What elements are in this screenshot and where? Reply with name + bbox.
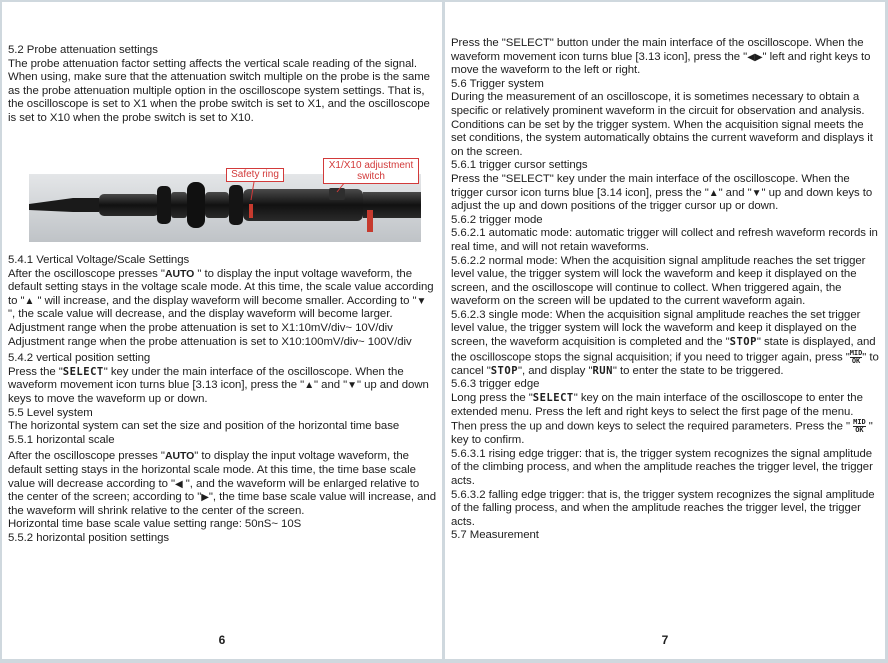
select-key-label: SELECT [62,365,104,378]
trigger-mode-heading: 5.6.2 trigger mode [451,213,543,226]
trigger-cursor-heading: 5.6.1 trigger cursor settings [451,159,588,172]
probe-attenuation-section [8,44,436,126]
down-arrow-icon: ▼ [347,380,357,392]
probe-photo [29,152,421,242]
page-number-right: 7 [661,633,669,647]
safety-ring-label: Safety ring [231,169,279,180]
auto-key-label: AUTO [164,450,195,463]
left-page [2,2,442,659]
trigger-system-heading: 5.6 Trigger system [451,77,544,90]
auto-key-label: AUTO [164,267,195,280]
page-number-left: 6 [218,633,226,647]
horizontal-position-heading: 5.5.2 horizontal position settings [8,531,170,544]
mid-ok-key-icon: $\frac{\text{MID}}{OK}$ [853,418,866,435]
mid-ok-key-icon: $\frac{\text{MID}}{OK}$ [849,348,863,365]
trigger-sections [451,37,879,543]
range-x10-text: Adjustment range when the probe attenuation is set to X10:100mV/div~ 100V/div [8,335,412,348]
intro-paragraph: The probe attenuation factor setting affects the vertical scale reading of the signal. When using, make sure that the attenuation switch multiple on the probe is the same as the probe attenuation multiple option in the oscilloscope system settings. That is, the oscilloscope is set to X1 when the probe switch is set to X1, and the oscilloscope is set to X10 when the probe switch is set to X10. [8,57,430,124]
trigger-edge-heading: 5.6.3 trigger edge [451,378,540,391]
right-arrow-icon: ▶ [754,51,763,63]
trigger-system-text: During the measurement of an oscilloscope, it is sometimes necessary to obtain a specific or relatively prominent waveform in the circuit for observation and analysis. Conditions can be set by the trigger system. When the acquisition signal meets the set conditions, the system automatically obtains the current waveform and displays it on the screen. [451,91,873,158]
single-mode-text: 5.6.2.3 single mode: When the acquisition signal amplitude reaches the set trigger level value, the trigger system will lock the waveform and keep it displayed on the screen, the waveform acquisition is completed and the "STOP" state is displayed, and the oscilloscope stops the signal acquisition; if you need to trigger again, press " $\frac{\text{MID}}{OK}$ " to cancel "STOP", and display "RUN" to enter the state to be triggered. [451,308,879,377]
measurement-heading: 5.7 Measurement [451,529,539,542]
stop-key-label: STOP [729,336,757,349]
horizontal-position-text: Press the "SELECT" button under the main interface of the oscilloscope. When the waveform movement icon turns blue [3.13 icon], press the "◀▶" left and right keys to move the waveform to the left or right. [451,37,871,77]
vertical-scale-heading: 5.4.1 Vertical Voltage/Scale Settings [8,254,190,266]
automatic-mode-text: 5.6.2.1 automatic mode: automatic trigger will collect and refresh waveform records in real time, and will not retain waveforms. [451,227,878,253]
switch-label-line1: X1/X10 adjustment [328,160,414,171]
horizontal-scale-heading: 5.5.1 horizontal scale [8,433,115,446]
level-system-heading: 5.5 Level system [8,406,93,419]
vertical-position-heading: 5.4.2 vertical position setting [8,352,151,365]
horizontal-scale-text: After the oscilloscope presses "AUTO" to display the input voltage waveform, the default setting stays in the horizontal scale mode. At this time, the time base scale value will decrease according to "◀ ", and the waveform will be enlarged relative to the center of the screen; according to "▶", the time base scale value will increase, and the waveform will shrink relative to the center of the screen. [8,450,436,517]
range-x1-text: Adjustment range when the probe attenuation is set to X1:10mV/div~ 10V/div [8,321,393,334]
horizontal-range-text: Horizontal time base scale value setting range: 50nS~ 10S [8,518,302,531]
vertical-position-text: Press the "SELECT" key under the main interface of the oscilloscope. When the waveform movement icon turns blue [3.13 icon], press the "▲" and "▼" up and down keys to move the waveform up or down. [8,365,429,405]
right-arrow-icon: ▶ [201,492,209,504]
rising-edge-text: 5.6.3.1 rising edge trigger: that is, the trigger system recognizes the signal amplitude of the climbing process, and when the amplitude reaches the trigger level, the trigger acts. [451,447,873,488]
switch-callout [323,158,419,184]
down-arrow-icon: ▼ [751,187,762,199]
up-arrow-icon: ▲ [304,380,315,392]
up-arrow-icon: ▲ [24,295,35,307]
run-key-label: RUN [592,364,613,377]
left-arrow-icon: ◀ [747,51,755,63]
right-page [445,2,885,659]
falling-edge-text: 5.6.3.2 falling edge trigger: that is, the trigger system recognizes the signal amplitude of the falling process, and when the amplitude reaches the trigger level, the trigger acts. [451,488,875,528]
down-arrow-icon: ▼ [416,295,427,307]
vertical-and-level-sections [8,254,436,545]
level-system-text: The horizontal system can set the size and position of the horizontal time base [8,420,400,433]
switch-label-line2: switch [357,171,385,182]
normal-mode-text: 5.6.2.2 normal mode: When the acquisition signal amplitude reaches the set trigger level value, the trigger system will lock the waveform and keep it displayed on the screen, and the oscilloscope will continue to collect. When triggered again, the waveform on the screen will be updated to the current waveform again. [451,254,866,308]
safety-ring-callout [226,168,284,182]
section-heading: 5.2 Probe attenuation settings [8,44,158,56]
left-arrow-icon: ◀ [174,478,183,490]
vertical-scale-text: After the oscilloscope presses "AUTO " to display the input voltage waveform, the default setting stays in the voltage scale mode. At this time, the scale value according to "▲ " will increase, and the display waveform will become smaller. According to "▼ ", the scale value will decrease, and the display waveform will become larger. [8,267,434,321]
stop-key-label: STOP [490,364,519,377]
trigger-edge-text: Long press the "SELECT" key on the main interface of the oscilloscope to enter the extended menu. Press the left and right keys to select the first page of the menu. Then press the up and down keys to select the required parameters. Press the " $\frac{\text{MID}}{OK}$ " key to confirm. [451,391,873,447]
select-key-label: SELECT [532,391,574,404]
trigger-cursor-text: Press the "SELECT" key under the main interface of the oscilloscope. When the trigger cursor icon turns blue [3.14 icon], press the "▲" and "▼" up and down keys to adjust the up and down positions of the trigger cursor up or down. [451,172,873,213]
up-arrow-icon: ▲ [708,187,719,199]
